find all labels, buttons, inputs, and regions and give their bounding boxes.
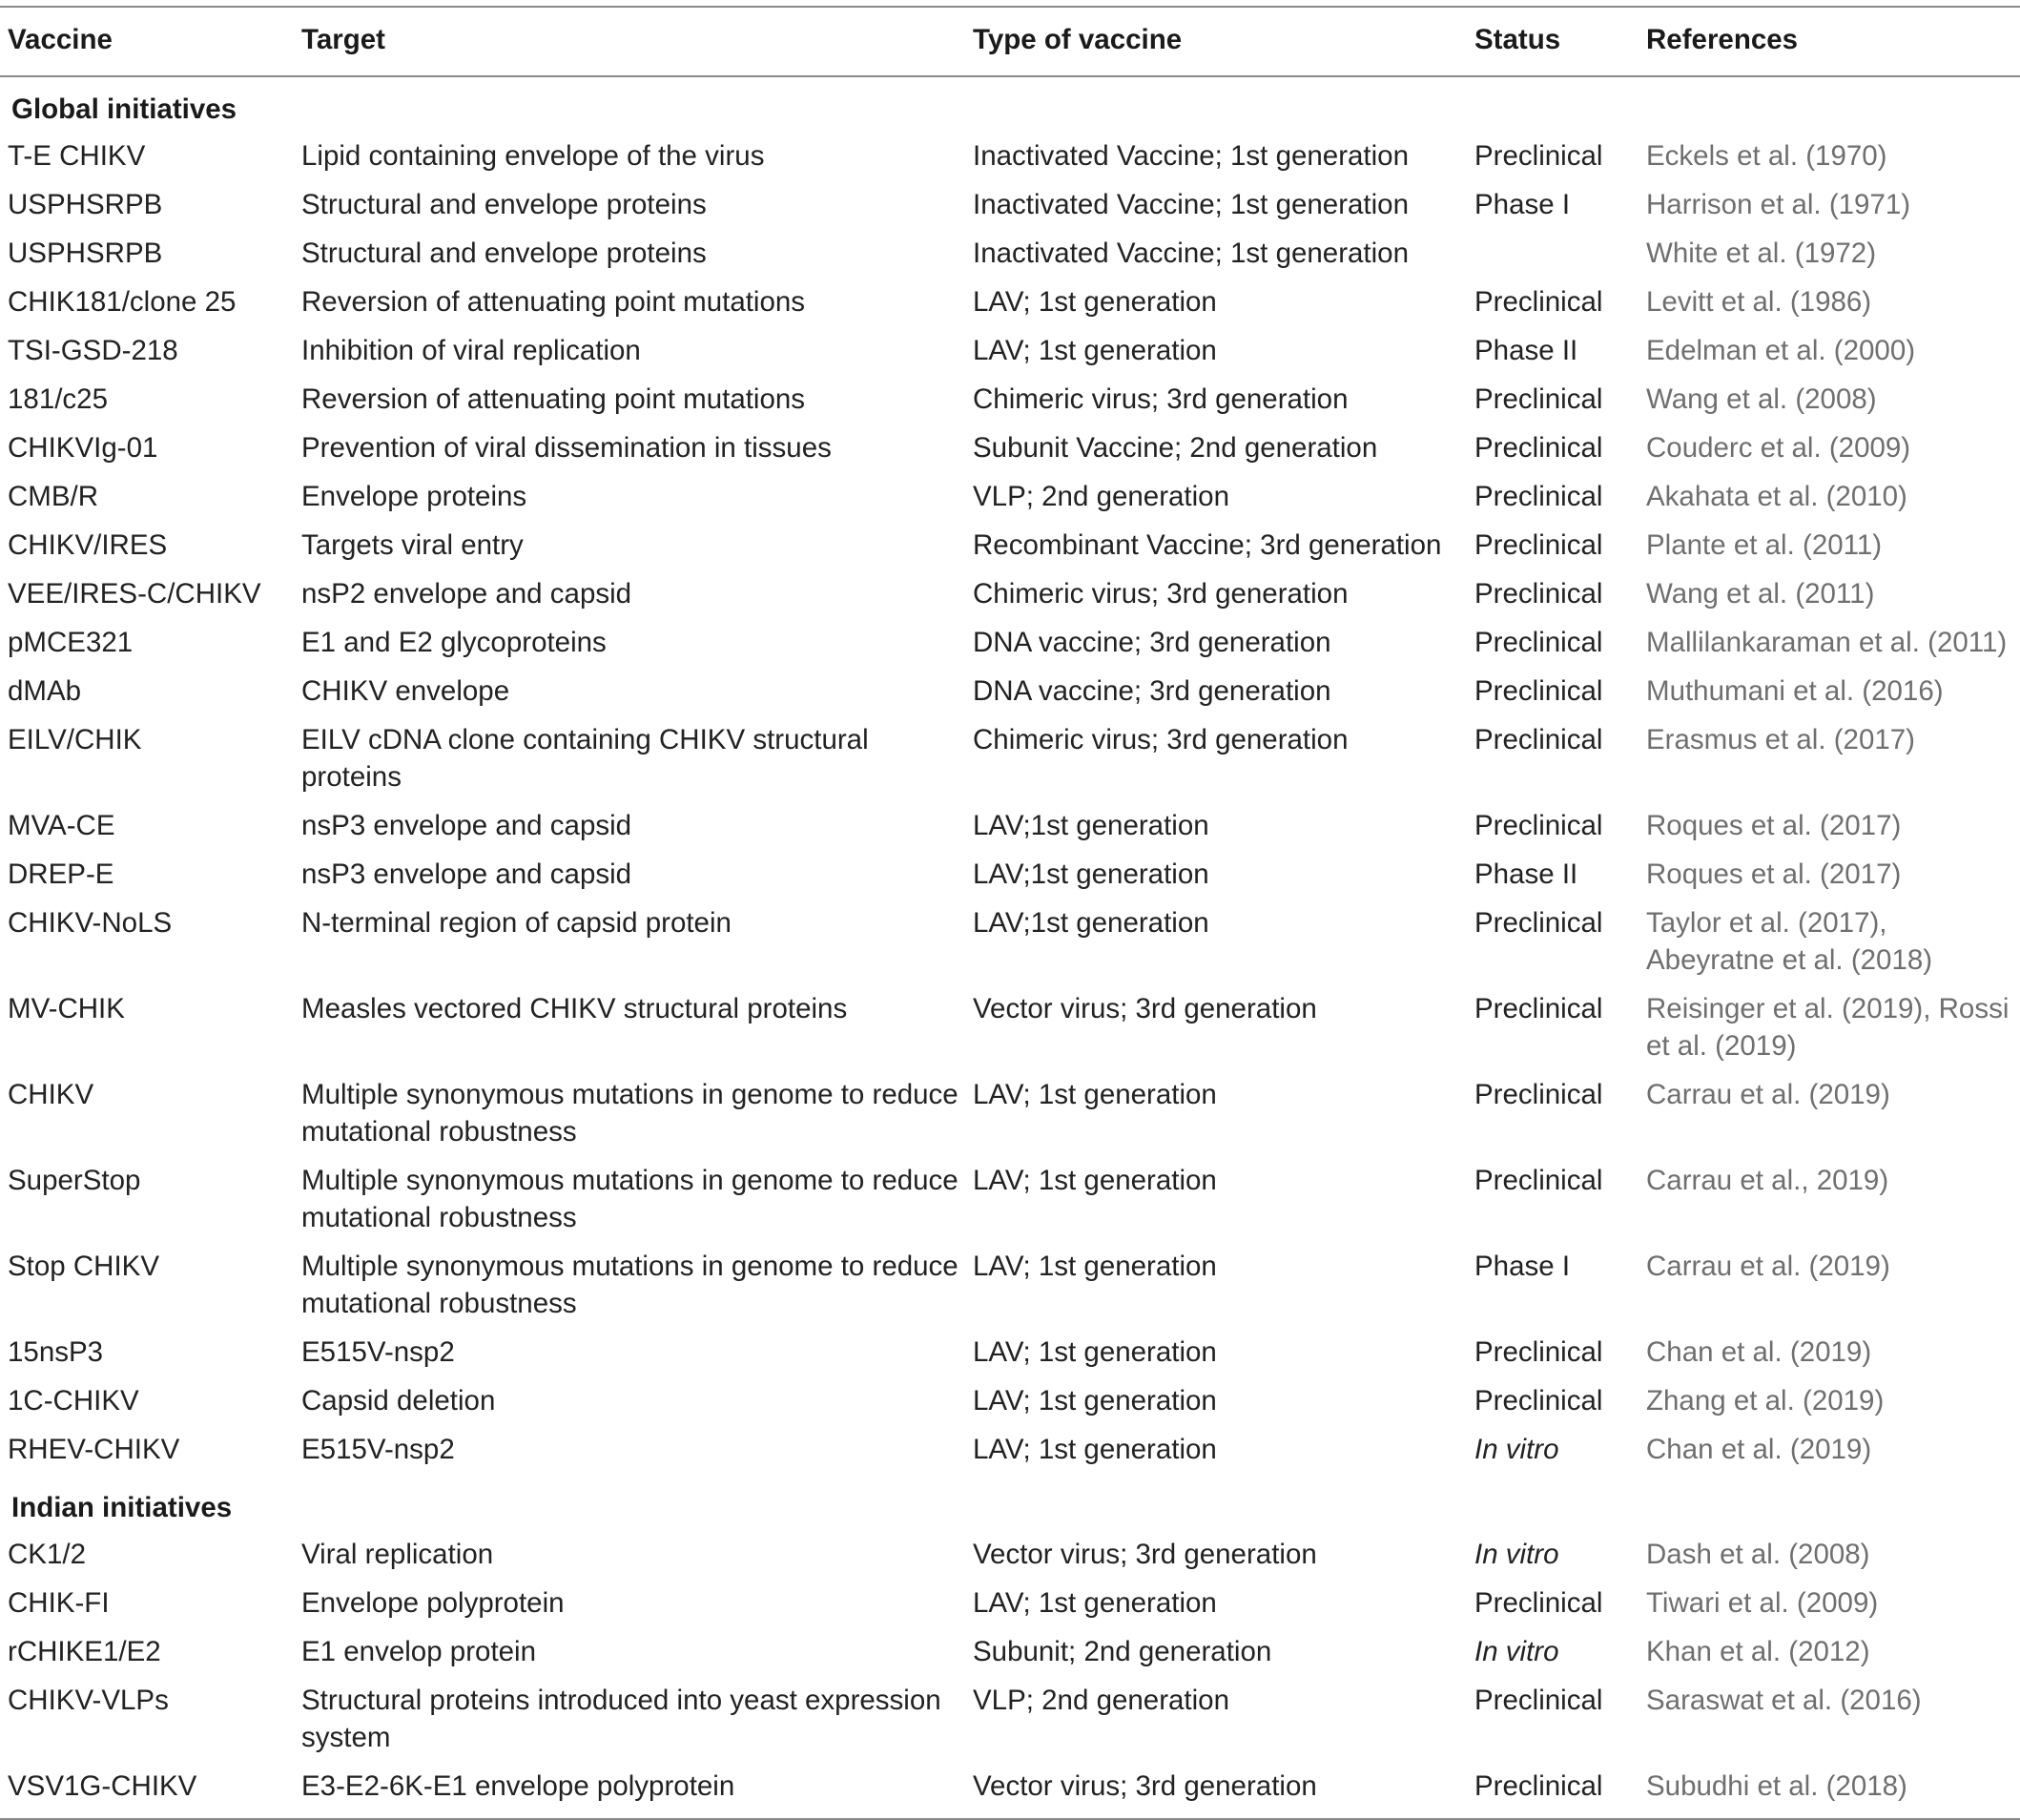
cell-reference: Dash et al. (2008) [1646,1539,1870,1570]
table-row [0,1427,2020,1476]
cell-type: LAV; 1st generation [973,1434,1217,1465]
cell-vaccine: USPHSRPB [8,189,163,220]
cell-reference: Wang et al. (2011) [1646,578,1875,610]
cell-target: Measles vectored CHIKV structural proteins [301,993,848,1024]
cell-target: Envelope polyprotein [301,1587,565,1619]
cell-reference: Muthumani et al. (2016) [1646,675,1944,707]
cell-target: Multiple synonymous mutations in genome to reduce mutational robustness [301,1079,958,1148]
vaccine-table [0,6,2020,1820]
table-row [0,182,2020,231]
cell-status: Preclinical [1474,578,1603,610]
cell-type: LAV;1st generation [973,858,1209,890]
cell-reference: Saraswat et al. (2016) [1646,1685,1922,1716]
cell-reference: Carrau et al. (2019) [1646,1079,1890,1110]
cell-type: Chimeric virus; 3rd generation [973,383,1349,415]
cell-type: Chimeric virus; 3rd generation [973,724,1349,755]
cell-status: Phase I [1474,1251,1571,1282]
cell-target: CHIKV envelope [301,675,510,707]
cell-reference: Reisinger et al. (2019), Rossi et al. (2019) [1646,993,2010,1062]
cell-status: In vitro [1474,1636,1559,1667]
cell-target: E1 and E2 glycoproteins [301,627,607,658]
table-row [0,1330,2020,1378]
header-references: References [1639,7,2020,76]
cell-vaccine: CHIK-FI [8,1587,110,1619]
cell-reference: Chan et al. (2019) [1646,1434,1872,1465]
table-row [0,425,2020,474]
table-row [0,1532,2020,1581]
cell-type: Subunit; 2nd generation [973,1636,1272,1667]
table-row [0,803,2020,852]
cell-status: Preclinical [1474,140,1603,172]
cell-status: Preclinical [1467,1764,1639,1819]
cell-reference: Akahata et al. (2010) [1646,481,1907,512]
table-row [0,134,2020,182]
cell-status: Phase I [1474,189,1571,220]
cell-vaccine: T-E CHIKV [8,140,146,172]
cell-type: LAV;1st generation [973,907,1209,939]
cell-target: Reversion of attenuating point mutations [301,286,806,318]
cell-status: Preclinical [1474,1385,1603,1417]
cell-reference: Tiwari et al. (2009) [1646,1587,1879,1619]
cell-status [1467,231,1639,279]
cell-status: Preclinical [1474,383,1603,415]
cell-reference: Plante et al. (2011) [1646,529,1883,561]
cell-status: Preclinical [1474,1685,1603,1716]
table-row [0,231,2020,279]
table-row [0,1072,2020,1158]
cell-type: VLP; 2nd generation [973,1685,1229,1716]
cell-vaccine: SuperStop [8,1165,141,1196]
cell-target: Targets viral entry [301,529,524,561]
cell-status: Preclinical [1474,810,1603,841]
cell-target: nsP3 envelope and capsid [301,810,632,841]
cell-vaccine: dMAb [8,675,82,707]
cell-target: Reversion of attenuating point mutations [301,383,806,415]
cell-type: Chimeric virus; 3rd generation [973,578,1349,610]
table-row [0,717,2020,803]
table-row [0,1678,2020,1764]
cell-type: Vector virus; 3rd generation [973,1539,1317,1570]
cell-target: Prevention of viral dissemination in tissues [301,432,832,464]
cell-status: In vitro [1474,1539,1559,1570]
cell-status: Preclinical [1474,1079,1603,1110]
cell-reference: Zhang et al. (2019) [1646,1385,1885,1417]
cell-target: E515V-nsp2 [301,1434,455,1465]
table-body [0,76,2020,1819]
cell-status: Phase II [1474,858,1578,890]
cell-reference: Eckels et al. (1970) [1646,140,1887,172]
cell-reference: Edelman et al. (2000) [1646,335,1916,366]
table-header [0,7,2020,76]
header-vaccine: Vaccine [0,7,294,76]
cell-reference: Mallilankaraman et al. (2011) [1646,627,2008,658]
cell-target: Multiple synonymous mutations in genome to reduce mutational robustness [301,1165,958,1233]
table-row [0,279,2020,328]
cell-type: VLP; 2nd generation [973,481,1229,512]
table-row [0,1378,2020,1427]
cell-type: LAV;1st generation [973,810,1209,841]
table-row [0,852,2020,900]
cell-status: Preclinical [1474,1587,1603,1619]
table-row [0,377,2020,425]
section-row [0,1476,2020,1532]
cell-type: LAV; 1st generation [973,286,1217,318]
cell-target: Structural and envelope proteins [301,189,707,220]
cell-type: LAV; 1st generation [973,1251,1217,1282]
cell-type: Inactivated Vaccine; 1st generation [973,238,1409,269]
cell-vaccine: pMCE321 [8,627,134,658]
cell-reference: Carrau et al., 2019) [1646,1165,1889,1196]
cell-status: Preclinical [1474,481,1603,512]
cell-reference: Roques et al. (2017) [1646,810,1902,841]
header-row [0,7,2020,76]
cell-target: nsP2 envelope and capsid [301,578,632,610]
cell-vaccine: CHIKV/IRES [8,529,168,561]
cell-vaccine: DREP-E [8,858,114,890]
cell-type: LAV; 1st generation [973,335,1217,366]
cell-type: Vector virus; 3rd generation [973,993,1317,1024]
cell-vaccine: CMB/R [8,481,99,512]
cell-reference: Taylor et al. (2017), Abeyratne et al. (2018) [1646,907,1933,976]
cell-vaccine: CK1/2 [8,1539,86,1570]
cell-target: EILV cDNA clone containing CHIKV structural proteins [301,724,869,793]
cell-status: Preclinical [1474,432,1603,464]
cell-status: Preclinical [1474,1165,1603,1196]
cell-status: Preclinical [1474,1336,1603,1368]
cell-vaccine: USPHSRPB [8,238,163,269]
cell-target: Structural and envelope proteins [301,238,707,269]
cell-target: Capsid deletion [301,1385,496,1417]
cell-reference: Carrau et al. (2019) [1646,1251,1890,1282]
cell-vaccine: 181/c25 [8,383,108,415]
cell-target: E1 envelop protein [301,1636,537,1667]
cell-target: Inhibition of viral replication [301,335,641,366]
table-row [0,1158,2020,1244]
section-title: Indian initiatives [11,1492,233,1523]
cell-target: E515V-nsp2 [301,1336,455,1368]
cell-reference: Couderc et al. (2009) [1646,432,1911,464]
cell-type: Inactivated Vaccine; 1st generation [973,189,1409,220]
cell-vaccine: TSI-GSD-218 [8,335,178,366]
cell-reference: Khan et al. (2012) [1646,1636,1870,1667]
cell-status: Phase II [1474,335,1578,366]
cell-reference: White et al. (1972) [1646,238,1877,269]
cell-vaccine: 15nsP3 [8,1336,104,1368]
table-row [0,1581,2020,1629]
cell-type: Recombinant Vaccine; 3rd generation [973,529,1442,561]
section-title: Global initiatives [11,93,237,125]
cell-vaccine: 1C-CHIKV [8,1385,139,1417]
header-status: Status [1467,7,1639,76]
cell-reference: Subudhi et al. (2018) [1639,1764,2020,1819]
cell-reference: Wang et al. (2008) [1646,383,1877,415]
table-row [0,328,2020,377]
cell-reference: Erasmus et al. (2017) [1646,724,1916,755]
table-row [0,620,2020,669]
cell-target: Structural proteins introduced into yeast expression system [301,1685,941,1753]
cell-type: DNA vaccine; 3rd generation [973,627,1331,658]
cell-vaccine: VSV1G-CHIKV [0,1764,294,1819]
cell-vaccine: CHIKV-VLPs [8,1685,169,1716]
cell-vaccine: EILV/CHIK [8,724,142,755]
cell-target: Multiple synonymous mutations in genome to reduce mutational robustness [301,1251,958,1319]
cell-type: DNA vaccine; 3rd generation [973,675,1331,707]
cell-status: Preclinical [1474,529,1603,561]
cell-target: N-terminal region of capsid protein [301,907,732,939]
cell-vaccine: MVA-CE [8,810,115,841]
cell-status: Preclinical [1474,724,1603,755]
table-row [0,900,2020,986]
cell-target: E3-E2-6K-E1 envelope polyprotein [294,1764,965,1819]
cell-type: LAV; 1st generation [973,1336,1217,1368]
table-row [0,523,2020,571]
cell-type: Inactivated Vaccine; 1st generation [973,140,1409,172]
cell-reference: Levitt et al. (1986) [1646,286,1872,318]
cell-reference: Harrison et al. (1971) [1646,189,1911,220]
cell-vaccine: Stop CHIKV [8,1251,160,1282]
cell-target: Lipid containing envelope of the virus [301,140,765,172]
cell-status: Preclinical [1474,286,1603,318]
cell-status: Preclinical [1474,627,1603,658]
cell-type: LAV; 1st generation [973,1079,1217,1110]
cell-reference: Roques et al. (2017) [1646,858,1902,890]
cell-status: In vitro [1474,1434,1559,1465]
cell-type: LAV; 1st generation [973,1385,1217,1417]
table-row [0,986,2020,1072]
cell-vaccine: VEE/IRES-C/CHIKV [8,578,261,610]
table-row [0,1764,2020,1819]
cell-status: Preclinical [1474,907,1603,939]
cell-vaccine: CHIKV [8,1079,94,1110]
cell-vaccine: MV-CHIK [8,993,125,1024]
table-row [0,571,2020,620]
table-row [0,474,2020,523]
cell-vaccine: CHIK181/clone 25 [8,286,237,318]
cell-target: nsP3 envelope and capsid [301,858,632,890]
header-type: Type of vaccine [965,7,1467,76]
cell-type: Subunit Vaccine; 2nd generation [973,432,1378,464]
cell-vaccine: CHIKVIg-01 [8,432,158,464]
cell-type: LAV; 1st generation [973,1165,1217,1196]
table-row [0,1629,2020,1678]
cell-type: LAV; 1st generation [973,1587,1217,1619]
header-target: Target [294,7,965,76]
cell-type: Vector virus; 3rd generation [965,1764,1467,1819]
cell-vaccine: RHEV-CHIKV [8,1434,180,1465]
cell-target: Viral replication [301,1539,494,1570]
table-row [0,669,2020,717]
cell-status: Preclinical [1474,993,1603,1024]
section-row [0,76,2020,134]
cell-vaccine: CHIKV-NoLS [8,907,173,939]
cell-status: Preclinical [1474,675,1603,707]
cell-reference: Chan et al. (2019) [1646,1336,1872,1368]
table-row [0,1244,2020,1330]
cell-vaccine: rCHIKE1/E2 [8,1636,161,1667]
cell-target: Envelope proteins [301,481,527,512]
